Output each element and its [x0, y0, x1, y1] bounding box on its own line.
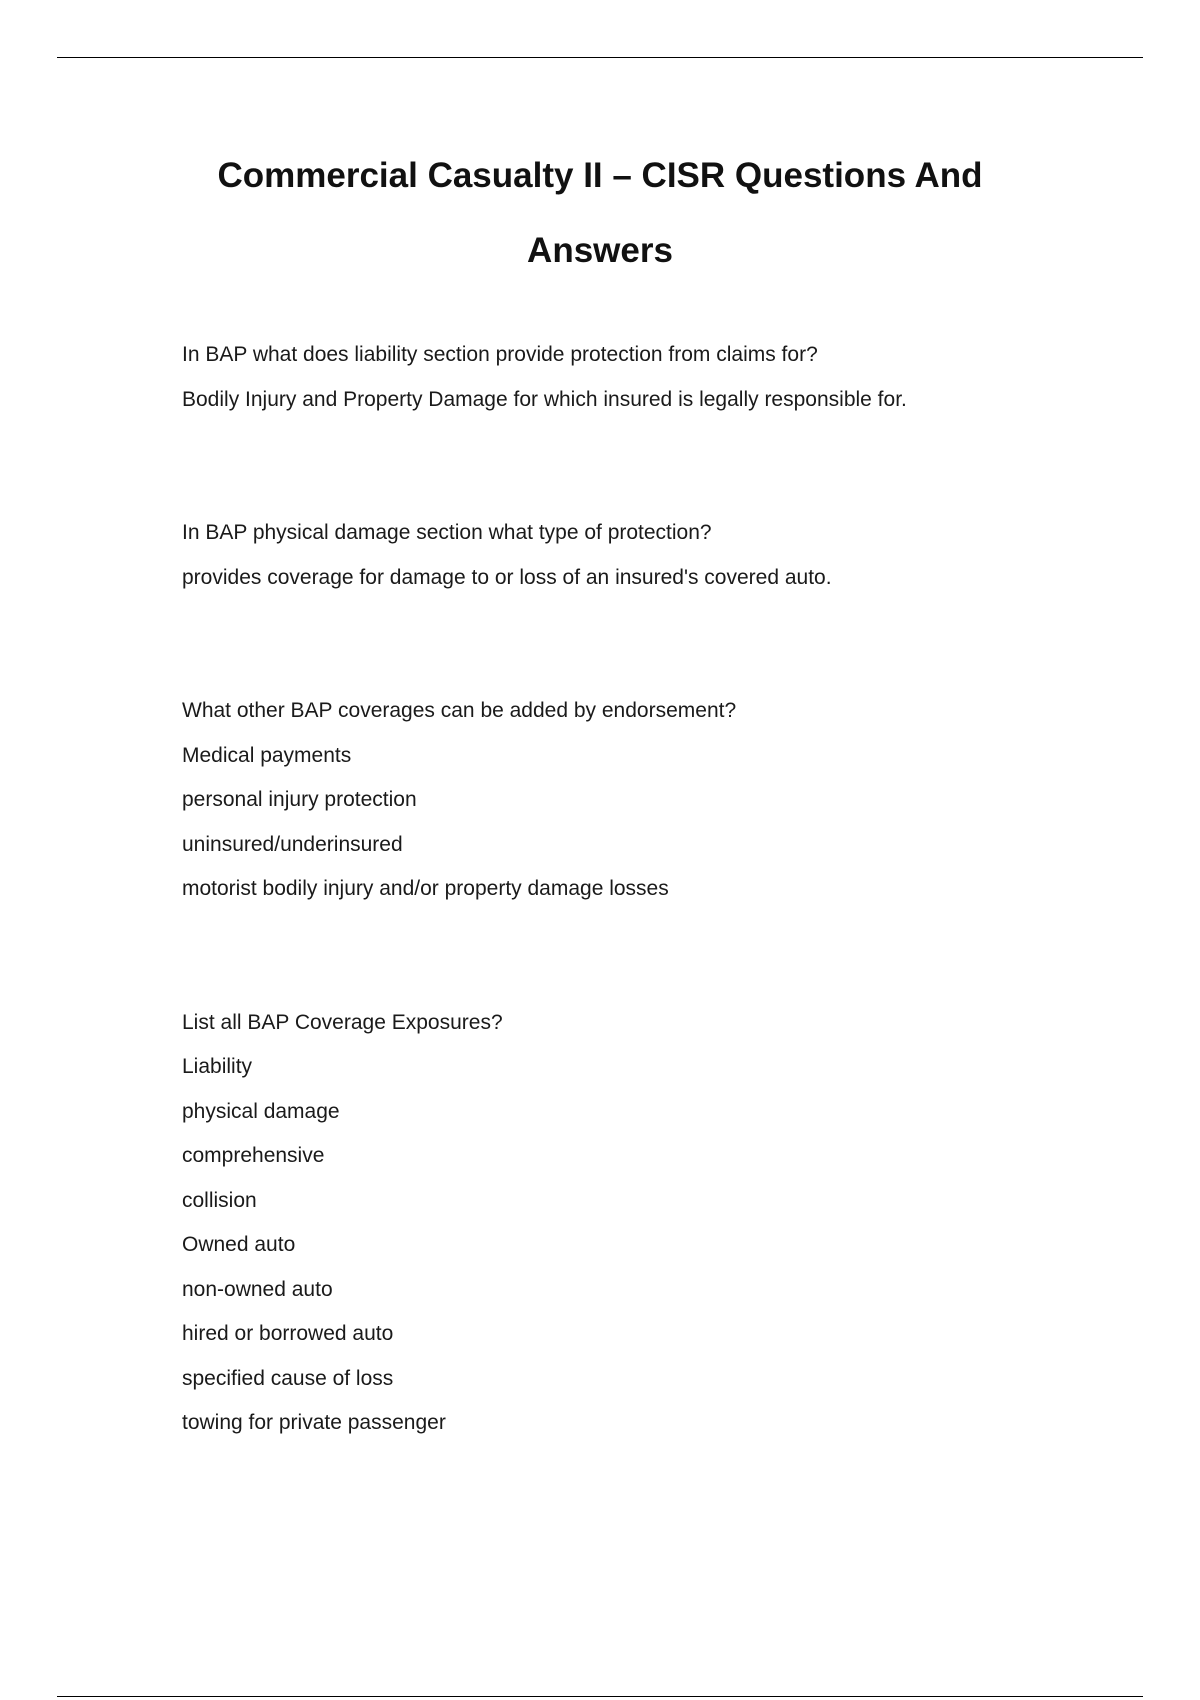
answer-line: provides coverage for damage to or loss of an insured's covered auto. [182, 565, 832, 589]
answer-line: Liability [182, 1055, 253, 1078]
answer-line: Medical payments [182, 743, 352, 767]
answer-line: Bodily Injury and Property Damage for which insured is legally responsible for. [182, 387, 907, 411]
question: List all BAP Coverage Exposures? [182, 1010, 503, 1034]
answer-line: personal injury protection [182, 788, 417, 811]
answer-line: Owned auto [182, 1233, 296, 1256]
top-rule [57, 57, 1143, 58]
qa-item [182, 1001, 1082, 1446]
answer-line: non-owned auto [182, 1277, 333, 1301]
answer-line: hired or borrowed auto [182, 1322, 394, 1345]
qa-list [182, 333, 1082, 1446]
qa-item [182, 689, 1082, 912]
answer-line: collision [182, 1188, 257, 1212]
question: What other BAP coverages can be added by endorsement? [182, 699, 737, 722]
answer-line: physical damage [182, 1099, 340, 1123]
qa-item [182, 511, 1082, 600]
qa-item [182, 333, 1082, 422]
answer-line: uninsured/underinsured [182, 832, 403, 856]
page-title [140, 138, 1060, 288]
answer-line: specified cause of loss [182, 1366, 394, 1390]
title-line-2: Answers [527, 231, 673, 270]
answer-line: comprehensive [182, 1144, 325, 1167]
answer-line: towing for private passenger [182, 1411, 446, 1434]
bottom-rule [57, 1696, 1143, 1697]
question: In BAP physical damage section what type of protection? [182, 521, 712, 544]
answer-line: motorist bodily injury and/or property damage losses [182, 877, 669, 900]
title-line-1: Commercial Casualty II – CISR Questions And [217, 156, 983, 195]
question: In BAP what does liability section provide protection from claims for? [182, 343, 818, 366]
